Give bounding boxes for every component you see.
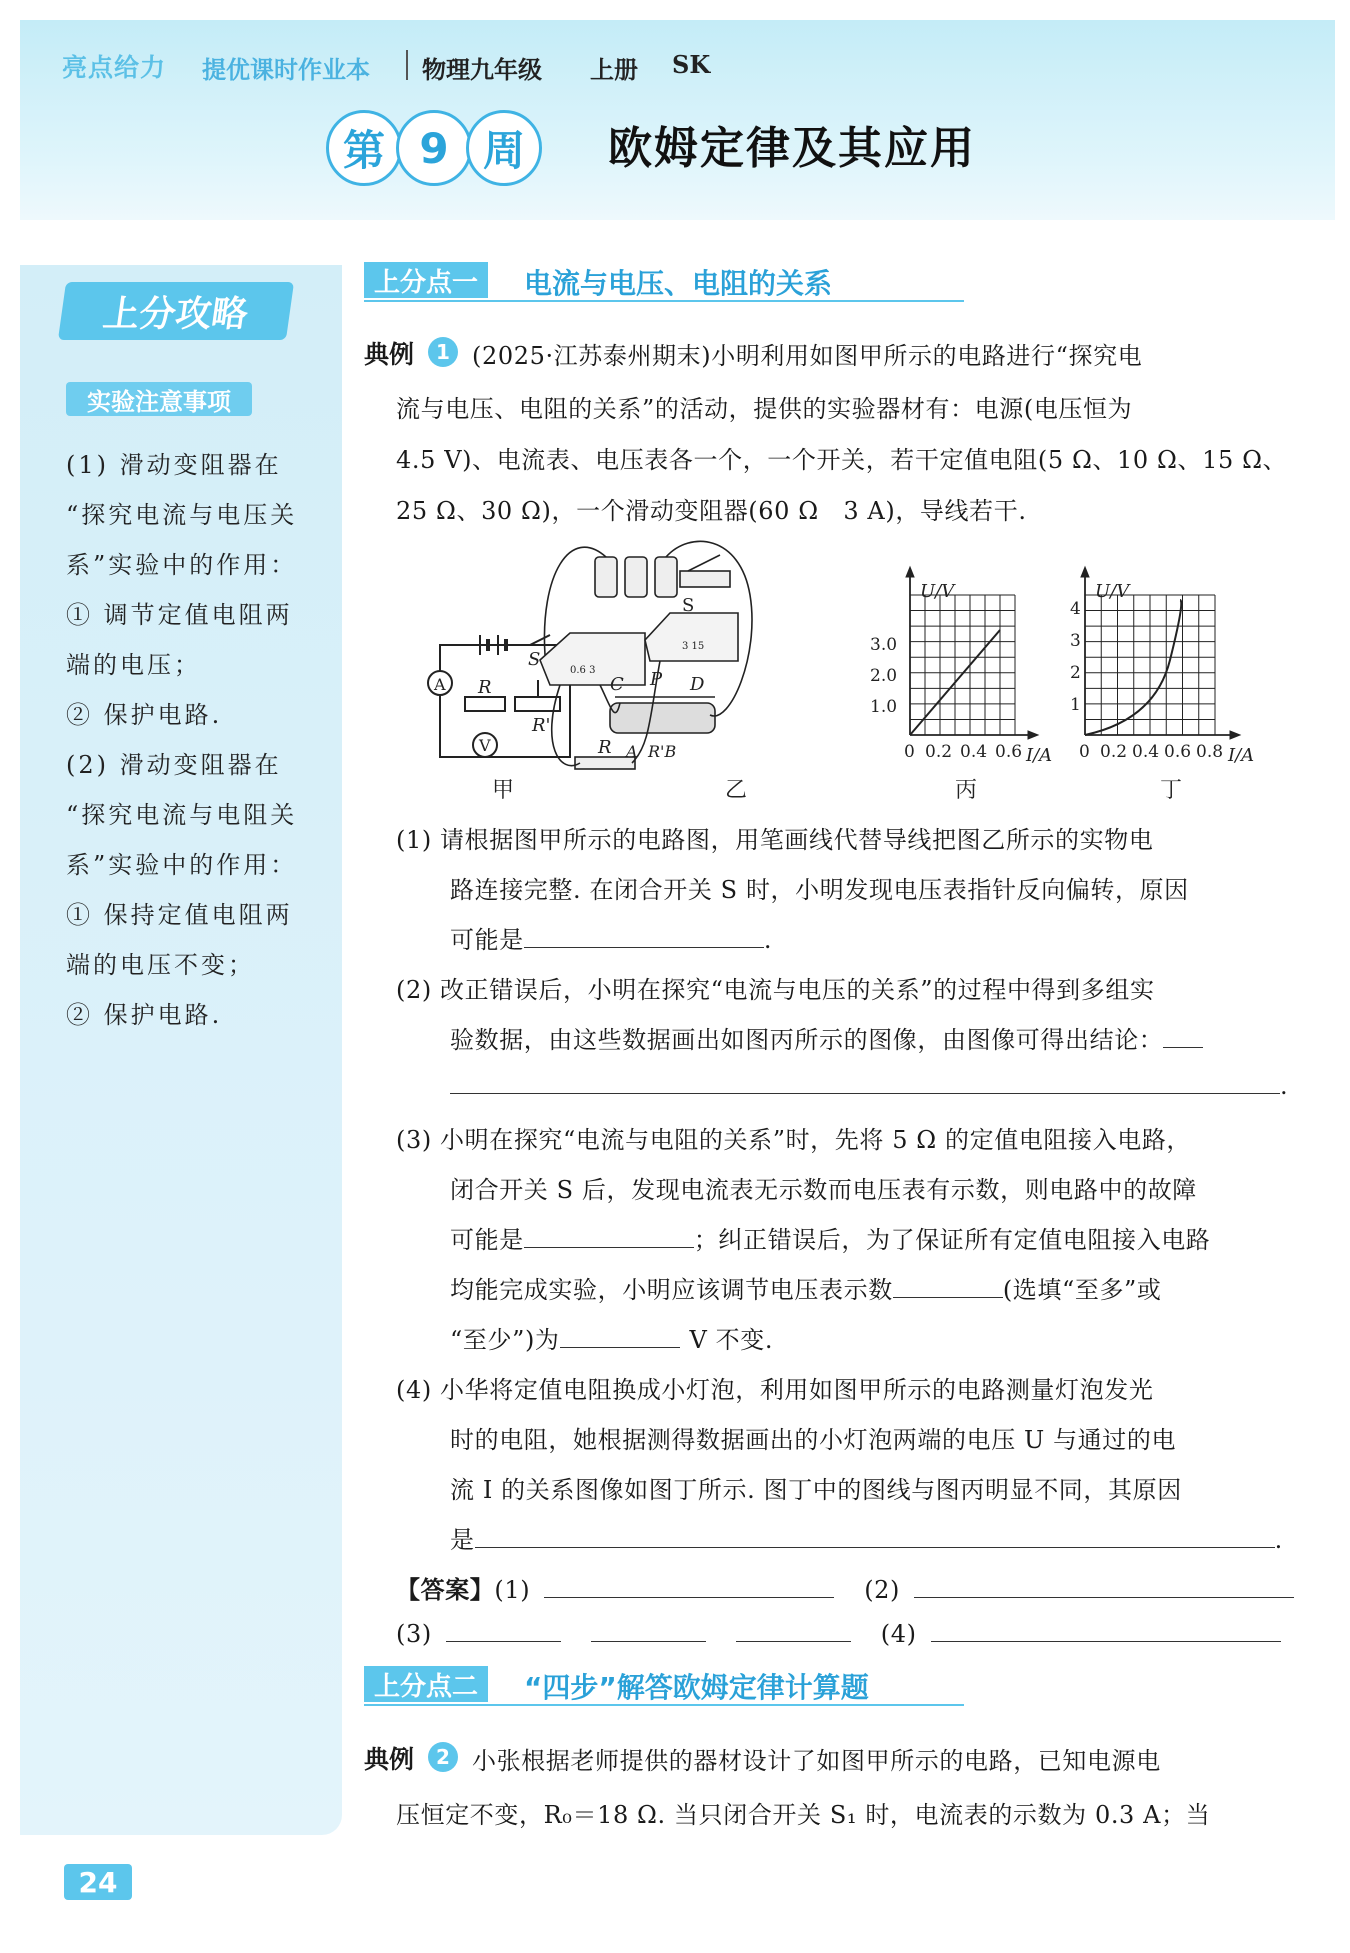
ding-curve	[1085, 600, 1181, 735]
sidebar-note-line: 系”实验中的作用：	[66, 551, 298, 579]
example1-line: (2025·江苏泰州期末)小明利用如图甲所示的电路进行“探究电	[472, 342, 1143, 370]
ding-ytick: 1	[1070, 695, 1081, 715]
yi-ammeter-scale: 0.6 3	[570, 665, 596, 676]
ding-xtick: 0.2	[1100, 742, 1128, 762]
q3-text: V 不变.	[689, 1326, 774, 1354]
series-title: 亮点给力	[62, 53, 167, 82]
q3-text: (选填“至多”或	[1002, 1276, 1162, 1304]
q2-line	[450, 1072, 1288, 1100]
sidebar-note-line: “探究电流与电阻关	[66, 801, 298, 829]
bing-xtick: 0.2	[925, 742, 953, 762]
answer-row-1	[396, 1570, 1294, 1605]
q3-line	[450, 1270, 1162, 1305]
q2-answer-blank[interactable]	[1163, 1027, 1203, 1048]
sidebar-note-line: ② 保护电路.	[66, 1001, 223, 1029]
yi-p-label: P	[650, 669, 663, 690]
bing-xtick: 0.4	[960, 742, 988, 762]
ding-ytick: 4	[1070, 599, 1081, 619]
example2-line: 压恒定不变，R₀＝18 Ω. 当只闭合开关 S₁ 时，电流表的示数为 0.3 A；当	[396, 1801, 1211, 1829]
q3-text: 可能是	[450, 1226, 524, 1254]
sidebar-note-line: 端的电压；	[66, 651, 201, 679]
bing-ylabel: U/V	[920, 581, 955, 602]
week-number: 9	[396, 110, 472, 186]
sidebar-note-line: “探究电流与电压关	[66, 501, 298, 529]
answer-blank-3a[interactable]	[446, 1621, 561, 1642]
header-divider	[406, 50, 408, 80]
example2-number: 2	[428, 1742, 458, 1772]
yi-rb-label: R'B	[648, 742, 677, 761]
answer-blank-2[interactable]	[914, 1577, 1294, 1598]
page-number: 24	[64, 1864, 132, 1900]
jia-ammeter-label: A	[434, 675, 446, 694]
ding-ylabel: U/V	[1095, 581, 1130, 602]
section1-title: 电流与电压、电阻的关系	[524, 267, 833, 300]
q3-text: “至少”)为	[450, 1326, 560, 1354]
example1-line: 流与电压、电阻的关系”的活动，提供的实验器材有：电源(电压恒为	[396, 395, 1133, 423]
q3-text: ；纠正错误后，为了保证所有定值电阻接入电路	[693, 1226, 1211, 1254]
q4-line	[450, 1520, 1283, 1555]
q3-answer-blank-1[interactable]	[524, 1227, 694, 1248]
q2-line: (2) 改正错误后，小明在探究“电流与电压的关系”的过程中得到多组实	[396, 976, 1155, 1004]
answer-blank-3c[interactable]	[736, 1621, 851, 1642]
answer-blank-3b[interactable]	[591, 1621, 706, 1642]
edition-label: SK	[672, 50, 711, 79]
bing-ytick: 3.0	[870, 635, 898, 655]
answer-part-3: (3)	[396, 1620, 432, 1648]
bing-ytick: 1.0	[870, 697, 898, 717]
yi-c-label: C	[610, 674, 624, 695]
bing-xlabel: I/A	[1026, 745, 1053, 766]
sidebar-title: 上分攻略	[58, 282, 294, 340]
answer-blank-1[interactable]	[544, 1577, 834, 1598]
figure-caption-bing: 丙	[955, 778, 978, 803]
q3-text: 均能完成实验，小明应该调节电压表示数	[450, 1276, 893, 1304]
sidebar-note-line: ① 保持定值电阻两	[66, 901, 293, 929]
apparatus-yi	[540, 541, 752, 769]
q3-line: (3) 小明在探究“电流与电阻的关系”时，先将 5 Ω 的定值电阻接入电路，	[396, 1126, 1192, 1154]
ding-xlabel: I/A	[1228, 745, 1255, 766]
jia-rheostat-label: R'	[532, 715, 551, 736]
yi-switch-label: S	[682, 595, 695, 616]
sidebar-note-line: 端的电压不变；	[66, 951, 255, 979]
figures-row	[420, 535, 1300, 805]
figure-caption-jia: 甲	[492, 778, 515, 803]
sidebar-note-line: ② 保护电路.	[66, 701, 223, 729]
ding-xtick: 0.4	[1132, 742, 1160, 762]
bing-ytick: 2.0	[870, 666, 898, 686]
section2-title: “四步”解答欧姆定律计算题	[524, 1671, 869, 1704]
q2-answer-blank-2[interactable]	[450, 1073, 1280, 1094]
answer-blank-4[interactable]	[931, 1621, 1281, 1642]
example1-label: 典例	[364, 340, 415, 369]
q2-line	[450, 1020, 1203, 1055]
q1-answer-blank[interactable]	[524, 927, 764, 948]
sidebar-note-line: (2) 滑动变阻器在	[66, 751, 282, 779]
sidebar-note-line: ① 调节定值电阻两	[66, 601, 293, 629]
q3-line	[450, 1320, 773, 1355]
answer-label: 【答案】	[396, 1576, 495, 1604]
example1-line: 4.5 V)、电流表、电压表各一个，一个开关，若干定值电阻(5 Ω、10 Ω、15 Ω、	[396, 446, 1288, 474]
sidebar-note-line: 系”实验中的作用：	[66, 851, 298, 879]
q4-period: .	[1274, 1526, 1283, 1554]
q3-line	[450, 1220, 1210, 1255]
q4-line: 流 I 的关系图像如图丁所示. 图丁中的图线与图丙明显不同，其原因	[450, 1476, 1182, 1504]
ding-ytick: 2	[1070, 663, 1081, 683]
q2-text: 验数据，由这些数据画出如图丙所示的图像，由图像可得出结论：	[450, 1026, 1164, 1054]
ding-xtick: 0	[1079, 742, 1090, 762]
q3-answer-blank-2[interactable]	[893, 1277, 1003, 1298]
subseries-title: 提优课时作业本	[202, 56, 370, 84]
subject-label: 物理九年级	[422, 55, 542, 84]
q4-line: 时的电阻，她根据测得数据画出的小灯泡两端的电压 U 与通过的电	[450, 1426, 1177, 1454]
yi-voltmeter-scale: 3 15	[682, 641, 705, 652]
q4-text: 是	[450, 1526, 475, 1554]
q1-text: 可能是	[450, 926, 524, 954]
q1-period: .	[763, 926, 773, 954]
figure-caption-yi: 乙	[725, 778, 748, 803]
yi-a-label: A	[626, 742, 638, 761]
q4-line: (4) 小华将定值电阻换成小灯泡，利用如图甲所示的电路测量灯泡发光	[396, 1376, 1154, 1404]
q3-line: 闭合开关 S 后，发现电流表无示数而电压表有示数，则电路中的故障	[450, 1176, 1197, 1204]
q1-line: (1) 请根据图甲所示的电路图，用笔画线代替导线把图乙所示的实物电	[396, 826, 1154, 854]
figure-caption-ding: 丁	[1160, 778, 1183, 803]
answer-part-4: (4)	[880, 1620, 917, 1648]
q3-answer-blank-3[interactable]	[560, 1327, 680, 1348]
answer-row-2	[396, 1620, 1281, 1648]
example2-label: 典例	[364, 1745, 415, 1774]
example1-line: 25 Ω、30 Ω)，一个滑动变阻器(60 Ω 3 A)，导线若干.	[396, 497, 1027, 525]
section2-rule	[364, 1704, 964, 1706]
yi-d-label: D	[690, 674, 705, 695]
q1-line: 路连接完整. 在闭合开关 S 时，小明发现电压表指针反向偏转，原因	[450, 876, 1189, 904]
jia-voltmeter-label: V	[479, 736, 491, 755]
ding-ytick: 3	[1070, 631, 1081, 651]
jia-switch-label: S	[528, 649, 541, 670]
answer-part-1: (1)	[494, 1576, 531, 1604]
answer-part-2: (2)	[864, 1576, 900, 1604]
section1-badge: 上分点一	[364, 262, 488, 298]
q1-line	[450, 920, 772, 955]
yi-resistor-label: R	[598, 737, 612, 758]
q4-answer-blank[interactable]	[475, 1527, 1275, 1548]
chapter-title: 欧姆定律及其应用	[608, 123, 976, 174]
example2-line: 小张根据老师提供的器材设计了如图甲所示的电路，已知电源电	[472, 1747, 1161, 1775]
week-prefix: 第	[326, 110, 402, 186]
notes-title: 实验注意事项	[66, 382, 252, 416]
jia-resistor-label: R	[478, 677, 492, 698]
section1-rule	[364, 300, 964, 302]
q2-period: .	[1280, 1072, 1289, 1100]
ding-xtick: 0.8	[1196, 742, 1224, 762]
sidebar-note-line: (1) 滑动变阻器在	[66, 451, 282, 479]
volume-label: 上册	[590, 55, 638, 84]
week-suffix: 周	[466, 110, 542, 186]
ding-xtick: 0.6	[1164, 742, 1192, 762]
bing-xtick: 0.6	[995, 742, 1023, 762]
example1-number: 1	[428, 337, 458, 367]
bing-xtick: 0	[904, 742, 915, 762]
section2-badge: 上分点二	[364, 1666, 488, 1702]
